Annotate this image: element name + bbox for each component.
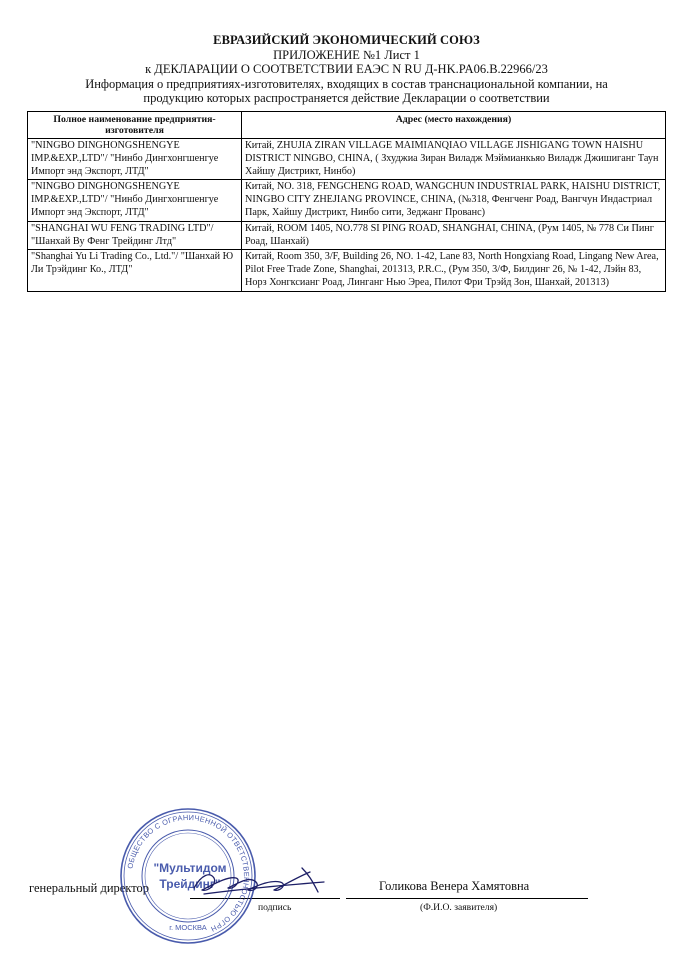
table-row — [28, 250, 666, 291]
seal-bottom-text: г. МОСКВА — [169, 923, 207, 932]
manufacturer-name-cell: "NINGBO DINGHONGSHENGYE IMP.&EXP.,LTD"/ "Нинбо Дингхонгшенгуе Импорт энд Экспорт, ЛТД" — [28, 180, 242, 221]
director-position-label: генеральный директор — [29, 881, 150, 895]
column-header-name: Полное наименование предприятия-изготовителя — [28, 112, 242, 139]
declaration-reference: к ДЕКЛАРАЦИИ О СООТВЕТСТВИИ ЕАЭС N RU Д-HK.PA06.B.22966/23 — [145, 62, 548, 76]
manufacturer-name-cell: "Shanghai Yu Li Trading Co., Ltd."/ "Шанхай Ю Ли Трэйдинг Ко., ЛТД" — [28, 250, 242, 291]
table-row — [28, 180, 666, 221]
signer-name: Голикова Венера Хамятовна — [379, 879, 530, 893]
manufacturer-name-cell: "NINGBO DINGHONGSHENGYE IMP.&EXP.,LTD"/ "Нинбо Дингхонгшенгуе Импорт энд Экспорт, ЛТД" — [28, 139, 242, 180]
handwritten-signature — [184, 862, 336, 902]
seal-center-line-1: "Мультидом — [153, 861, 227, 875]
document-title: ЕВРАЗИЙСКИЙ ЭКОНОМИЧЕСКИЙ СОЮЗ — [213, 33, 480, 47]
signature-caption: подпись — [258, 902, 292, 913]
table-row — [28, 221, 666, 250]
signer-name-line — [346, 898, 588, 899]
manufacturer-address-cell: Китай, ZHUJIA ZIRAN VILLAGE MAIMIANQIAO VILLAGE JISHIGANG TOWN HAISHU DISTRICT NINGBO, CHINA, ( Зхуджиа Зиран Виладж Мэймианкьяо Виладж Джишиганг Таун Хайшу Дистрикт, Нинбо) — [242, 139, 666, 180]
table-header-row — [28, 112, 666, 139]
info-text-line-1: Информация о предприятиях-изготовителях, входящих в состав транснациональной компании, на — [85, 77, 608, 91]
manufacturer-address-cell: Китай, ROOM 1405, NO.778 SI PING ROAD, SHANGHAI, CHINA, (Рум 1405, № 778 Си Пинг Роад, Шанхай) — [242, 221, 666, 250]
info-text-line-2: продукцию которых распространяется действие Декларации о соответствии — [143, 91, 550, 105]
signer-caption: (Ф.И.О. заявителя) — [420, 902, 498, 913]
manufacturer-name-cell: "SHANGHAI WU FENG TRADING LTD"/ "Шанхай Ву Фенг Трейдинг Лтд" — [28, 221, 242, 250]
manufacturer-address-cell: Китай, Room 350, 3/F, Building 26, NO. 1-42, Lane 83, North Hongxiang Road, Lingang New Area, Pilot Free Trade Zone, Shanghai, 201313, P.R.C., (Рум 350, 3/Ф, Билдинг 26, № 1-42, Лэйн 83, Норз Хонгксианг Роад, Линганг Нью Эреа, Пилот Фри Трэйд Зон, Шанхай, 201313) — [242, 250, 666, 291]
table-row — [28, 139, 666, 180]
column-header-address: Адрес (место нахождения) — [242, 112, 666, 139]
seal-ring-text: ОБЩЕСТВО С ОГРАНИЧЕННОЙ ОТВЕТСТВЕННОСТЬЮ ОГРН — [125, 812, 252, 934]
seal-center-line-2: Трейдинг" — [159, 877, 221, 891]
appendix-label: ПРИЛОЖЕНИЕ №1 Лист 1 — [273, 48, 420, 62]
manufacturer-address-cell: Китай, NO. 318, FENGCHENG ROAD, WANGCHUN INDUSTRIAL PARK, HAISHU DISTRICT, NINGBO CITY ZHEJIANG PROVINCE, CHINA, (№318, Фенгченг Роад, Вангчун Индастриал Парк, Хайшу Дистрикт, Нинбо сити, Зеджанг Прованс) — [242, 180, 666, 221]
manufacturers-table — [27, 111, 666, 292]
